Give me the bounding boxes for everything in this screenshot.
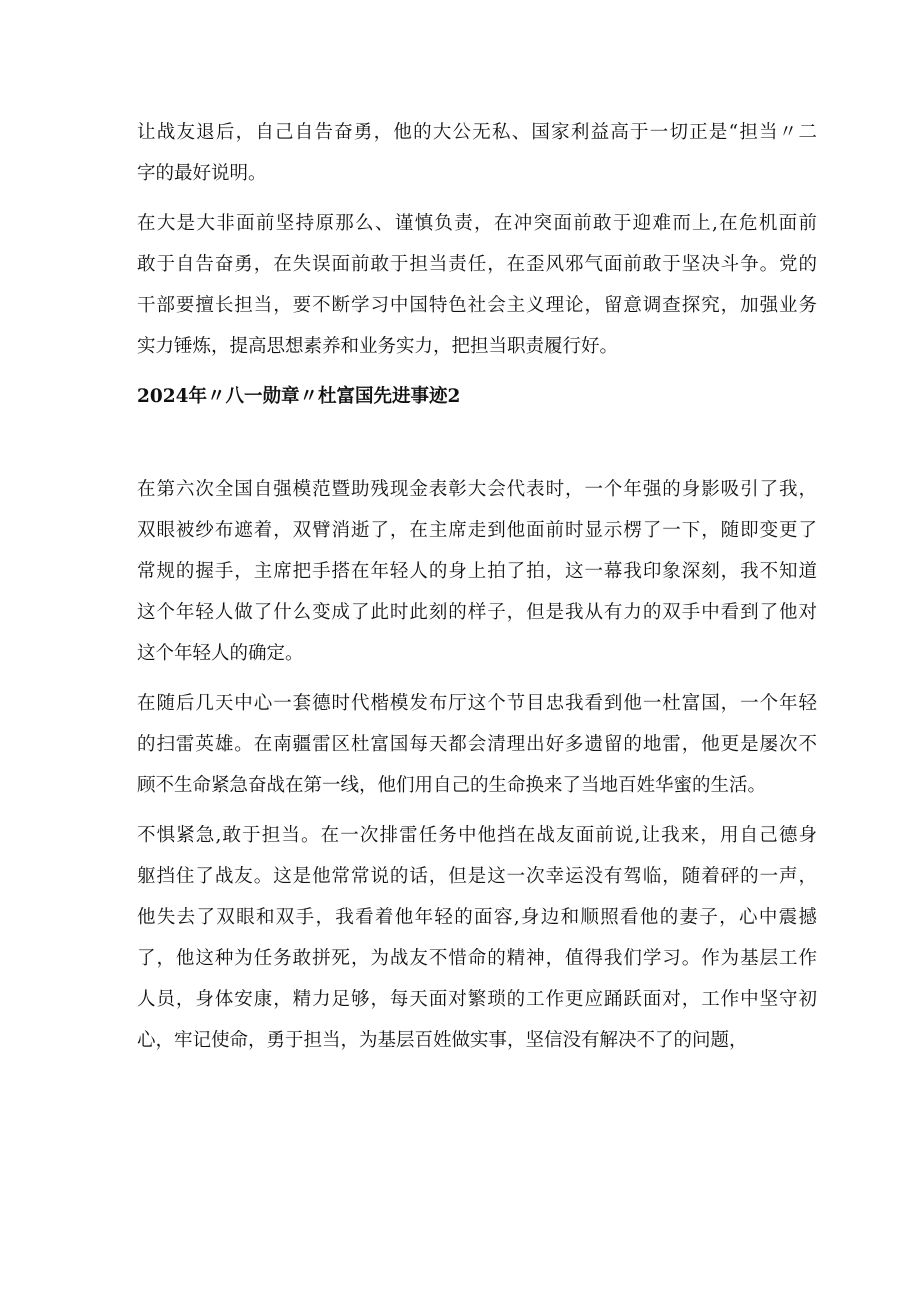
paragraph-line: 心，牢记使命，勇于担当，为基层百姓做实事，坚信没有解决不了的问题， [137, 1030, 748, 1051]
paragraph-line: 双眼被纱布遮着，双臂消逝了，在主席走到他面前时显示楞了一下，随即变更了 [137, 520, 817, 541]
paragraph-line: 这个年轻人的确定。 [137, 643, 304, 664]
document-body [137, 112, 817, 1070]
paragraph-line: 敢于自告奋勇，在失误面前敢于担当责任，在歪风邪气面前敢于坚决斗争。党的 [137, 254, 817, 275]
paragraph-line: 了，他这种为任务敢拼死，为战友不惜命的精神，值得我们学习。作为基层工作 [137, 948, 817, 969]
paragraph-line: 实力锤炼，提高思想素养和业务实力，把担当职责履行好。 [137, 336, 619, 357]
paragraph-line: 人员，身体安康，精力足够，每天面对繁琐的工作更应踊跃面对，工作中坚守初 [137, 989, 817, 1010]
paragraph-line: 让战友退后，自己自告奋勇，他的大公无私、国家利益高于一切正是“担当〃二 [137, 122, 817, 143]
paragraph-line: 他失去了双眼和双手，我看着他年轻的面容,身边和顺照看他的妻子，心中震撼 [137, 907, 817, 928]
paragraph-line: 在随后几天中心一套德时代楷模发布厅这个节目忠我看到他一杜富国，一个年轻 [137, 693, 817, 714]
paragraph-1 [137, 112, 817, 194]
paragraph-line: 在大是大非面前坚持原那么、谨慎负责，在冲突面前敢于迎难而上,在危机面前 [137, 213, 817, 234]
paragraph-4 [137, 683, 817, 806]
paragraph-5 [137, 815, 817, 1061]
paragraph-line: 在第六次全国自强模范暨助残现金表彰大会代表时，一个年强的身影吸引了我， [137, 479, 817, 500]
paragraph-line: 的扫雷英雄。在南疆雷区杜富国每天都会清理出好多遗留的地雷，他更是屡次不 [137, 734, 817, 755]
paragraph-line: 顾不生命紧急奋战在第一线，他们用自己的生命换来了当地百姓华蜜的生活。 [137, 775, 767, 796]
paragraph-line: 干部要擅长担当，要不断学习中国特色社会主义理论，留意调查探究，加强业务 [137, 295, 817, 316]
paragraph-3 [137, 469, 817, 674]
section-heading: 2024年〃八一勋章〃杜富国先进事迹2 [137, 386, 461, 407]
paragraph-line: 这个年轻人做了什么变成了此时此刻的样子，但是我从有力的双手中看到了他对 [137, 602, 817, 623]
paragraph-line: 字的最好说明。 [137, 163, 267, 184]
paragraph-line: 常规的握手，主席把手搭在年轻人的身上拍了拍，这一幕我印象深刻，我不知道 [137, 561, 817, 582]
paragraph-line: 躯挡住了战友。这是他常常说的话，但是这一次幸运没有驾临，随着砰的一声， [137, 866, 817, 887]
paragraph-2 [137, 203, 817, 367]
paragraph-line: 不惧紧急,敢于担当。在一次排雷任务中他挡在战友面前说,让我来，用自己德身 [137, 825, 817, 846]
